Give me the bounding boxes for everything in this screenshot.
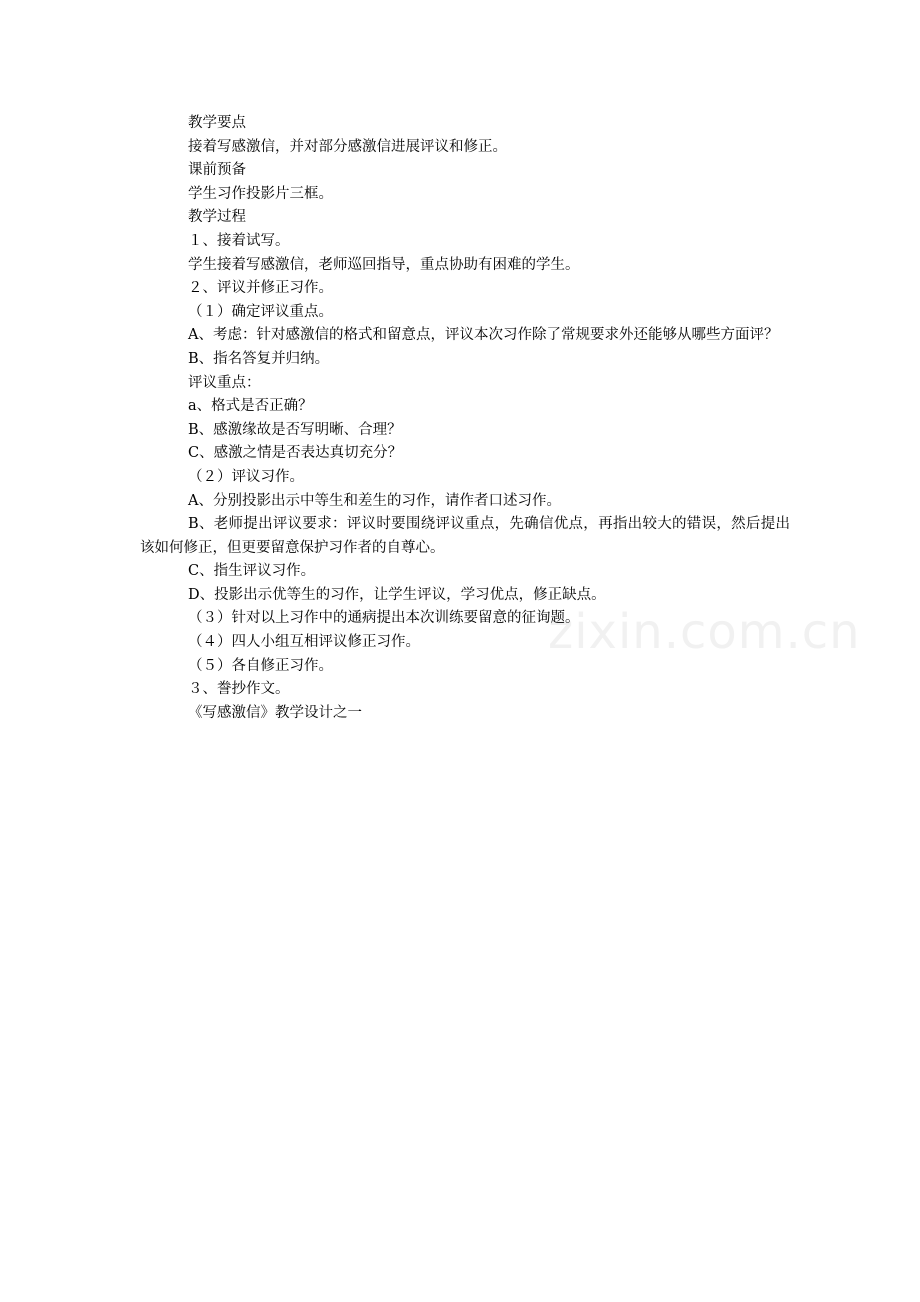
document-footer-title: 《写感激信》教学设计之一 <box>188 704 362 721</box>
sub-step-3: （３）针对以上习作中的通病提出本次训练要留意的征询题。 <box>188 610 580 627</box>
sub-step-1: （１）确定评议重点。 <box>188 303 333 320</box>
list-item: D、投影出示优等生的习作，让学生评议，学习优点，修正缺点。 <box>188 586 606 603</box>
paragraph: 学生习作投影片三框。 <box>188 185 333 202</box>
paragraph: 学生接着写感激信，老师巡回指导，重点协助有困难的学生。 <box>188 256 580 273</box>
list-item: C、感激之情是否表达真切充分？ <box>188 445 403 462</box>
list-item: B、老师提出评议要求：评议时要围绕评议重点，先确信优点，再指出较大的错误，然后提出该如何修正，但更要留意保护习作者的自尊心。 <box>140 516 790 556</box>
document-body <box>140 112 790 725</box>
list-item: C、指生评议习作。 <box>188 563 316 580</box>
heading-review-focus: 评议重点： <box>188 374 261 391</box>
sub-step-5: （５）各自修正习作。 <box>188 657 333 674</box>
list-item: A、分别投影出示中等生和差生的习作，请作者口述习作。 <box>188 492 561 509</box>
heading-teaching-process: 教学过程 <box>188 209 246 226</box>
list-item: B、指名答复并归纳。 <box>188 350 330 367</box>
heading-preparation: 课前预备 <box>188 162 246 179</box>
step-2: ２、评议并修正习作。 <box>188 280 333 297</box>
sub-step-2: （２）评议习作。 <box>188 468 304 485</box>
list-item: B、感激缘故是否写明晰、合理？ <box>188 421 402 438</box>
list-item: a、格式是否正确？ <box>188 398 313 415</box>
heading-teaching-points: 教学要点 <box>188 115 246 131</box>
list-item: A、考虑：针对感激信的格式和留意点，评议本次习作除了常规要求外还能够从哪些方面评？ <box>188 327 779 344</box>
watermark: zixin.com.cn <box>548 604 861 660</box>
sub-step-4: （４）四人小组互相评议修正习作。 <box>188 634 420 651</box>
paragraph: 接着写感激信，并对部分感激信进展评议和修正。 <box>188 138 507 155</box>
step-3: ３、誊抄作文。 <box>188 681 290 698</box>
step-1: １、接着试写。 <box>188 232 290 249</box>
